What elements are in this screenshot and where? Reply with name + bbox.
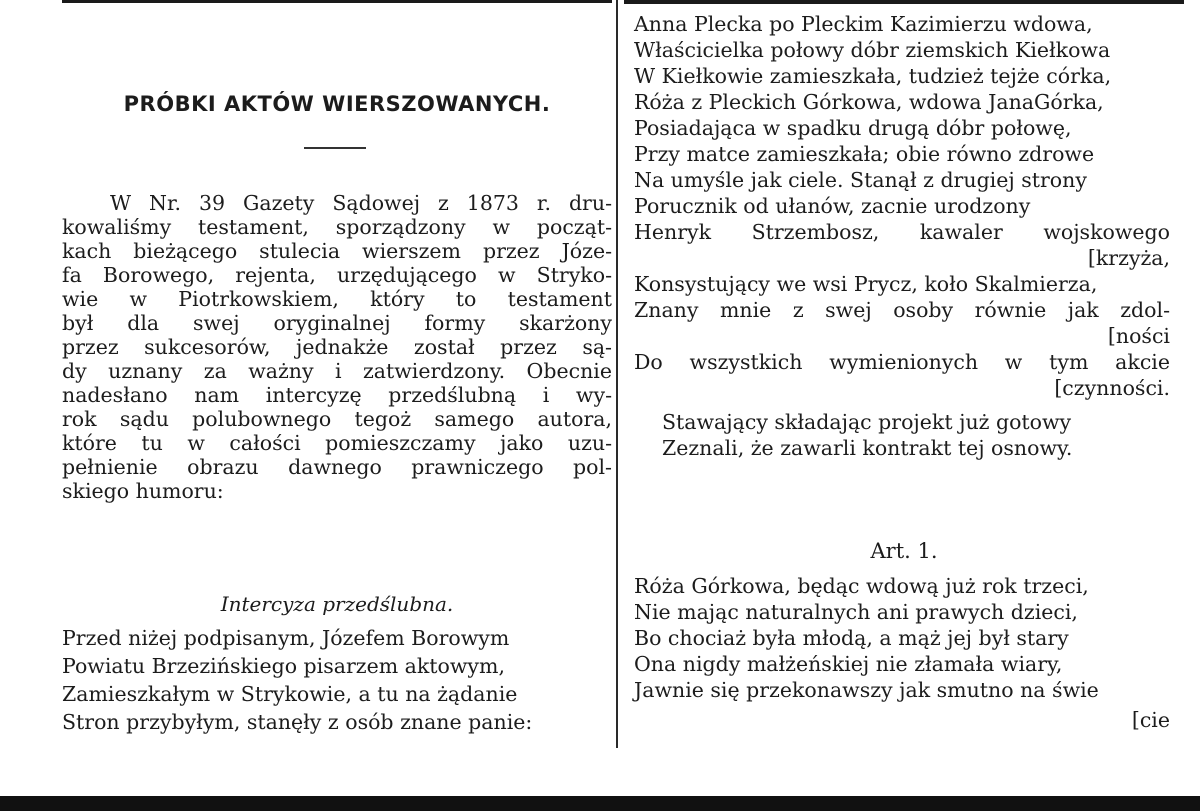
intro-line: był dla swej oryginalnej formy skarżony [62, 311, 612, 335]
intro-line: które tu w całości pomieszczamy jako uzu- [62, 431, 612, 455]
intro-line: fa Borowego, rejenta, urzędującego w Stryko- [62, 263, 612, 287]
intro-line: wie w Piotrkowskiem, który to testament [62, 287, 612, 311]
article-heading: PRÓBKI AKTÓW WIERSZOWANYCH. [123, 92, 551, 116]
intro-line: W Nr. 39 Gazety Sądowej z 1873 r. dru- [110, 191, 612, 215]
verse-line: Posiadająca w spadku drugą dóbr połowę, [634, 116, 1072, 140]
intro-line: przez sukcesorów, jednakże został przez są- [62, 335, 612, 359]
article-line: Nie mając naturalnych ani prawych dzieci, [634, 600, 1078, 624]
verse-line: Stron przybyłym, stanęły z osób znane panie: [62, 710, 533, 734]
intro-line: nadesłano nam intercyzę przedślubną i wy- [62, 383, 612, 407]
intro-line: rok sądu polubownego tegoż samego autora, [62, 407, 612, 431]
heading-separator-rule [304, 147, 366, 149]
article-number-heading: Art. 1. [870, 539, 938, 563]
verse-continuation: [krzyża, [1087, 246, 1170, 270]
intro-line: kach bieżącego stulecia wierszem przez Józe- [62, 239, 612, 263]
article-line: Bo chociaż była młodą, a mąż jej był stary [634, 626, 1069, 650]
verse-continuation: [czynności. [1054, 376, 1170, 400]
verse-line: Na umyśle jak ciele. Stanął z drugiej strony [634, 168, 1087, 192]
column-divider [616, 0, 618, 748]
article-line: Jawnie się przekonawszy jak smutno na świe [634, 678, 1099, 702]
verse-line: Zeznali, że zawarli kontrakt tej osnowy. [662, 436, 1073, 460]
verse-line: Róża z Pleckich Górkowa, wdowa JanaGórka, [634, 90, 1104, 114]
verse-line: Przed niżej podpisanym, Józefem Borowym [62, 626, 510, 650]
verse-line: Właścicielka połowy dóbr ziemskich Kiełkowa [634, 38, 1111, 62]
verse-line: Anna Plecka po Pleckim Kazimierzu wdowa, [634, 12, 1093, 36]
top-rule-left [62, 0, 612, 3]
verse-line: Stawający składając projekt już gotowy [662, 410, 1072, 434]
intro-line: dy uznany za ważny i zatwierdzony. Obecnie [62, 359, 612, 383]
intro-line: kowaliśmy testament, sporządzony w począt- [62, 215, 612, 239]
verse-line: Przy matce zamieszkała; obie równo zdrowe [634, 142, 1095, 166]
verse-line: Henryk Strzembosz, kawaler wojskowego [634, 220, 1170, 244]
top-rule-right [624, 0, 1184, 4]
section-subtitle: Intercyza przedślubna. [220, 592, 454, 616]
verse-line: Powiatu Brzezińskiego pisarzem aktowym, [62, 654, 505, 678]
intro-line: pełnienie obrazu dawnego prawniczego pol- [62, 455, 612, 479]
verse-continuation: [ności [1107, 324, 1170, 348]
verse-line: W Kiełkowie zamieszkała, tudzież tejże córka, [634, 64, 1112, 88]
verse-line: Do wszystkich wymienionych w tym akcie [634, 350, 1170, 374]
verse-line: Konsystujący we wsi Prycz, koło Skalmierza, [634, 272, 1098, 296]
intro-line: skiego humoru: [62, 479, 224, 503]
article-line: Róża Górkowa, będąc wdową już rok trzeci, [634, 574, 1089, 598]
verse-line: Zamieszkałym w Strykowie, a tu na żądanie [62, 682, 518, 706]
verse-line: Znany mnie z swej osoby równie jak zdol- [634, 298, 1170, 322]
verse-line: Porucznik od ułanów, zacnie urodzony [634, 194, 1031, 218]
article-continuation: [cie [1131, 708, 1170, 732]
bottom-scan-border [0, 796, 1200, 811]
article-line: Ona nigdy małżeńskiej nie złamała wiary, [634, 652, 1063, 676]
